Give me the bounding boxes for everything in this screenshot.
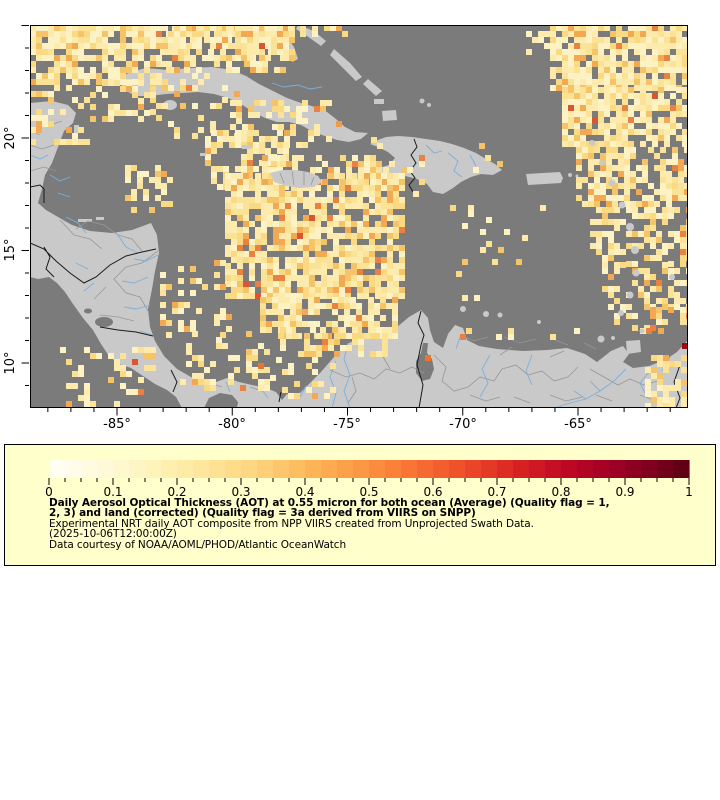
colorbar-ticks [49, 478, 689, 485]
colorbar-tick-label: 0 [45, 485, 53, 499]
grand-cayman [242, 145, 251, 149]
trinidad [626, 340, 641, 354]
legend-text [49, 498, 699, 550]
colorbar-tick-label: 0.1 [103, 485, 123, 499]
legend-title-line2: 2, 3) and land (corrected) (Quality flag = 3a derived from VIIRS on SNPP) [49, 507, 476, 520]
lake-nicaragua [95, 317, 113, 327]
y-tick-label: 10° [3, 351, 18, 375]
colorbar-tick-label: 0.9 [615, 485, 635, 499]
x-tick-label: -70° [449, 417, 477, 432]
colorbar-tick-label: 0.3 [231, 485, 251, 499]
y-tick-label: 20° [3, 126, 18, 150]
virgin-islands [568, 173, 572, 177]
lake-managua [84, 309, 92, 314]
x-axis-labels [103, 417, 592, 432]
cayman-brac [200, 153, 206, 156]
legend-credit: Data courtesy of NOAA/AOML/PHOD/Atlantic OceanWatch [49, 538, 347, 551]
colorbar-tick-label: 0.4 [295, 485, 315, 499]
legend-box [4, 444, 716, 566]
x-tick-label: -75° [333, 417, 361, 432]
colorbar-tick-label: 0.5 [359, 485, 379, 499]
y-axis-labels [3, 126, 18, 374]
legend-subtitle: Experimental NRT daily AOT composite from NPP VIIRS created from Unprojected Swath Data. [49, 517, 534, 530]
legend-timestamp: (2025-10-06T12:00:00Z) [49, 528, 177, 541]
colorbar-segments [49, 460, 690, 478]
colorbar-tick-label: 0.6 [423, 485, 443, 499]
colorbar-tick-label: 0.8 [551, 485, 571, 499]
legend-title-line1: Daily Aerosol Optical Thickness (AOT) at 0.55 micron for both ocean (Average) (Quality flag = 1, [49, 497, 610, 509]
x-tick-label: -65° [564, 417, 592, 432]
puerto-rico [526, 172, 563, 185]
colorbar-tick-label: 0.2 [167, 485, 187, 499]
x-tick-label: -85° [103, 417, 131, 432]
colorbar-tick-label: 1 [685, 485, 693, 499]
x-tick-label: -80° [218, 417, 246, 432]
colorbar-tick-label: 0.7 [487, 485, 507, 499]
y-tick-label: 15° [3, 238, 18, 262]
map-canvas [30, 25, 688, 408]
guanaja [96, 217, 104, 220]
